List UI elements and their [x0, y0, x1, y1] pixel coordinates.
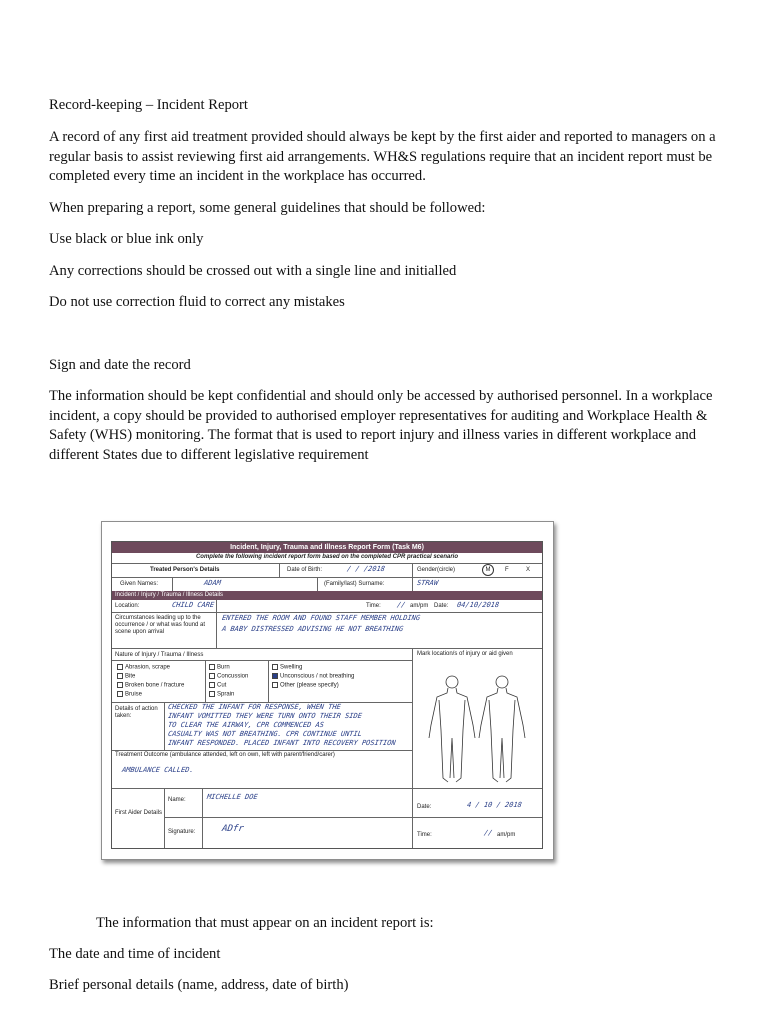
- action-line-3: TO CLEAR THE AIRWAY, CPR COMMENCED AS: [167, 721, 325, 729]
- given-names-value: ADAM: [203, 579, 222, 587]
- divider: [172, 577, 173, 591]
- circumstances-label: Circumstances leading up to the occurrence / or what was found at scene upon arrival: [115, 615, 206, 635]
- injury-swelling: Swelling: [272, 664, 302, 672]
- divider: [112, 577, 542, 578]
- date-value: 04/10/2018: [456, 601, 500, 609]
- guideline-ink: Use black or blue ink only: [49, 231, 204, 247]
- injury-other: Other (please specify): [272, 682, 339, 690]
- outcome-label: Treatment Outcome (ambulance attended, left on own, left with parent/friend/carer): [115, 752, 335, 758]
- form-subtitle: Complete the following incident report form based on the completed CPR practical scenario: [195, 554, 459, 560]
- divider: [412, 648, 413, 788]
- injury-fracture: Broken bone / fracture: [117, 682, 184, 690]
- action-line-4: CASUALTY WAS NOT BREATHING. CPR CONTINUE UNTIL: [167, 730, 363, 738]
- form-title-bar: [112, 542, 542, 553]
- injury-sprain: Sprain: [209, 691, 234, 699]
- paragraph-intro: A record of any first aid treatment provided should always be kept by the first aider and reported to managers on a regular basis to assist reviewing first aid arrangements. WH&S regulations require that an incident report must be completed every time an incident in the workplace has occurred.: [49, 129, 716, 184]
- divider: [268, 660, 269, 702]
- time-ampm: am/pm: [410, 603, 429, 609]
- divider: [216, 600, 217, 648]
- date-label: Date:: [434, 603, 449, 609]
- action-label: Details of action taken:: [115, 706, 158, 719]
- divider: [164, 788, 165, 848]
- time2-label: Time:: [417, 832, 432, 838]
- surname-value: STRAW: [416, 579, 439, 587]
- treated-person-label: Treated Person's Details: [150, 567, 220, 573]
- paragraph-confidentiality: The information should be kept confidential and should only be accessed by authorised personnel. In a workplace incident, a copy should be provided to authorised employer representatives for auditing and Workplace Health & Safety (WHS) monitoring. The format that is used to report injury and illness varies in different workplace and different States due to different legislative requirement: [49, 388, 713, 463]
- divider: [112, 563, 542, 564]
- divider: [112, 660, 412, 661]
- injury-burn: Burn: [209, 664, 230, 672]
- first-aider-name: MICHELLE DOE: [206, 793, 259, 801]
- divider: [202, 788, 203, 848]
- section-heading: Record-keeping – Incident Report: [49, 97, 248, 113]
- guideline-sign-date: Sign and date the record: [49, 357, 191, 373]
- incident-report-form-image: [101, 521, 554, 860]
- circumstances-line-1: ENTERED THE ROOM AND FOUND STAFF MEMBER HOLDING: [221, 614, 421, 622]
- time2-ampm: am/pm: [497, 832, 516, 838]
- incident-section-bar: [112, 591, 542, 600]
- first-aider-label: First Aider Details: [115, 810, 163, 816]
- required-item-date-time: The date and time of incident: [49, 946, 221, 962]
- paragraph-guidelines-intro: When preparing a report, some general guidelines that should be followed:: [49, 200, 486, 216]
- outcome-value: AMBULANCE CALLED.: [121, 766, 195, 774]
- time2-value: //: [483, 829, 493, 837]
- gender-x: X: [526, 567, 531, 573]
- divider: [412, 788, 413, 848]
- injury-abrasion: Abrasion, scrape: [117, 664, 170, 672]
- circumstances-line-2: A BABY DISTRESSED ADVISING HE NOT BREATHING: [221, 625, 404, 633]
- dob-label: Date of Birth:: [287, 567, 323, 573]
- signature: ADfr: [221, 824, 245, 834]
- time-label: Time:: [366, 603, 381, 609]
- gender-f: F: [505, 567, 509, 573]
- guideline-corrections: Any corrections should be crossed out with a single line and initialled: [49, 263, 457, 279]
- location-label: Location:: [115, 603, 140, 609]
- time-value: //: [396, 601, 406, 609]
- action-line-2: INFANT VOMITTED THEY WERE TURN ONTO THEIR SIDE: [167, 712, 363, 720]
- injury-bruise: Bruise: [117, 691, 142, 699]
- divider: [164, 702, 165, 750]
- dob-value: / / /2018: [346, 565, 386, 573]
- divider: [112, 648, 542, 649]
- injury-cut: Cut: [209, 682, 226, 690]
- location-value: CHILD CARE: [171, 601, 215, 609]
- divider: [205, 660, 206, 702]
- gender-m-circled: M: [482, 564, 494, 576]
- injury-concussion: Concussion: [209, 673, 248, 681]
- mark-location-label: Mark location/s of injury or aid given: [417, 651, 513, 657]
- guideline-correction-fluid: Do not use correction fluid to correct any mistakes: [49, 294, 345, 310]
- body-diagram-icon: [417, 670, 539, 786]
- date2-value: 4 / 10 / 2018: [466, 801, 523, 809]
- injury-unconscious-checked: Unconscious / not breathing: [272, 673, 354, 681]
- given-names-label: Given Names:: [120, 581, 159, 587]
- action-line-5: INFANT RESPONDED. PLACED INFANT INTO RECOVERY POSITION: [167, 739, 397, 747]
- action-line-1: CHECKED THE INFANT FOR RESPONSE, WHEN THE: [167, 703, 342, 711]
- nature-label: Nature of Injury / Trauma / Illness: [115, 652, 204, 658]
- gender-label: Gender(circle): [417, 567, 456, 573]
- surname-label: (Family/last) Surname:: [324, 581, 385, 587]
- divider: [112, 750, 412, 751]
- required-item-personal-details: Brief personal details (name, address, date of birth): [49, 977, 349, 993]
- divider: [317, 577, 318, 591]
- form-title: Incident, Injury, Trauma and Illness Report Form (Task M6): [230, 544, 424, 551]
- incident-report-form: [111, 541, 543, 849]
- name-label: Name:: [168, 797, 186, 803]
- injury-bite: Bite: [117, 673, 135, 681]
- incident-section-title: Incident / Injury / Trauma / Illness Details: [115, 592, 224, 598]
- divider: [164, 817, 542, 818]
- paragraph-required-info: The information that must appear on an incident report is:: [96, 915, 434, 931]
- divider: [279, 563, 280, 577]
- divider: [412, 563, 413, 591]
- signature-label: Signature:: [168, 829, 196, 835]
- date2-label: Date:: [417, 804, 432, 810]
- divider: [112, 788, 542, 789]
